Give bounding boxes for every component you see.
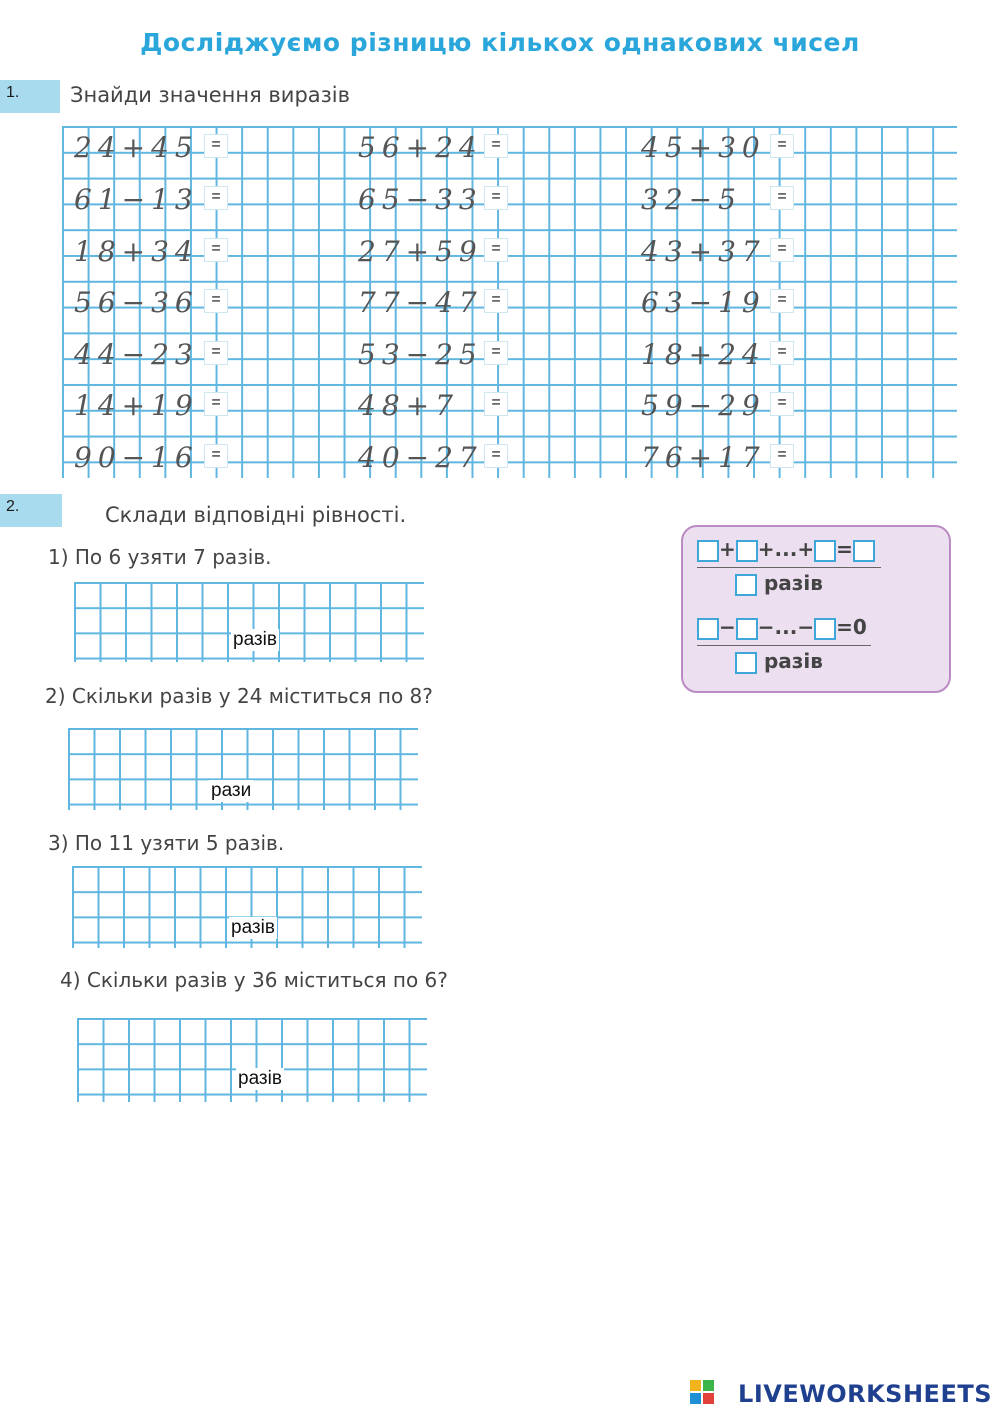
equals-sign: = xyxy=(770,134,794,158)
answer-input[interactable] xyxy=(510,236,592,264)
equals-sign: = xyxy=(770,289,794,313)
expression: 14+19 xyxy=(74,389,199,422)
hint-difference-formula: − −...− =0 xyxy=(697,615,867,640)
answer-input[interactable] xyxy=(230,236,312,264)
expression: 40−27 xyxy=(358,441,483,474)
hint-underline xyxy=(697,567,881,568)
section-2-number: 2. xyxy=(0,494,62,527)
hint-sum-formula: + +...+ = xyxy=(697,537,875,562)
expression: 27+59 xyxy=(358,235,483,268)
blank-square xyxy=(736,618,758,640)
hint-box xyxy=(681,525,951,693)
expression: 53−25 xyxy=(358,338,483,371)
task-4-answer-input[interactable] xyxy=(83,1028,417,1056)
equals-sign: = xyxy=(204,289,228,313)
expression: 63−19 xyxy=(641,286,766,319)
page-title: Досліджуємо різницю кількох однакових чисел xyxy=(140,28,860,57)
blank-square xyxy=(736,540,758,562)
expression: 32−5 xyxy=(641,183,742,216)
answer-input[interactable] xyxy=(510,287,592,315)
equals-sign: = xyxy=(204,444,228,468)
equals-sign: = xyxy=(484,238,508,262)
answer-input[interactable] xyxy=(230,442,312,470)
blank-square xyxy=(697,540,719,562)
task-1-unit: разів xyxy=(233,629,277,650)
equals-sign: = xyxy=(484,444,508,468)
answer-input[interactable] xyxy=(796,390,878,418)
equals-sign: = xyxy=(204,392,228,416)
expression: 44−23 xyxy=(74,338,199,371)
answer-input[interactable] xyxy=(796,132,878,160)
task-2-text: 2) Скільки разів у 24 міститься по 8? xyxy=(45,684,433,708)
task-1-answer-input[interactable] xyxy=(80,590,414,618)
expression: 59−29 xyxy=(641,389,766,422)
expression: 76+17 xyxy=(641,441,766,474)
task-2-answer-input[interactable] xyxy=(74,738,408,766)
equals-sign: = xyxy=(770,341,794,365)
equals-sign: = xyxy=(484,341,508,365)
equals-sign: = xyxy=(204,238,228,262)
blank-square xyxy=(814,540,836,562)
task-4-text: 4) Скільки разів у 36 міститься по 6? xyxy=(60,968,448,992)
task-3-unit: разів xyxy=(231,917,275,938)
answer-input[interactable] xyxy=(510,442,592,470)
expression: 61−13 xyxy=(74,183,199,216)
equals-sign: = xyxy=(484,392,508,416)
section-1-number: 1. xyxy=(0,80,60,113)
task-3-answer-input[interactable] xyxy=(78,876,412,904)
task-2-unit: рази xyxy=(211,780,252,801)
blank-square xyxy=(735,652,757,674)
expression: 45+30 xyxy=(641,131,766,164)
expression: 18+34 xyxy=(74,235,199,268)
answer-input[interactable] xyxy=(796,339,878,367)
task-1-text: 1) По 6 узяти 7 разів. xyxy=(48,545,272,569)
answer-input[interactable] xyxy=(510,390,592,418)
liveworksheets-brand[interactable]: LIVEWORKSHEETS xyxy=(738,1380,992,1408)
expression: 24+45 xyxy=(74,131,199,164)
expression: 43+37 xyxy=(641,235,766,268)
task-3-text: 3) По 11 узяти 5 разів. xyxy=(48,831,285,855)
section-1-heading: Знайди значення виразів xyxy=(70,83,351,107)
blank-square xyxy=(735,574,757,596)
equals-sign: = xyxy=(204,186,228,210)
hint-difference-times: разів xyxy=(735,649,823,674)
expression: 56+24 xyxy=(358,131,483,164)
answer-input[interactable] xyxy=(230,184,312,212)
liveworksheets-logo-icon xyxy=(690,1380,714,1404)
equals-sign: = xyxy=(484,289,508,313)
expression: 77−47 xyxy=(358,286,483,319)
answer-input[interactable] xyxy=(230,287,312,315)
hint-sum-times: разів xyxy=(735,571,823,596)
blank-square xyxy=(814,618,836,640)
answer-input[interactable] xyxy=(510,339,592,367)
answer-input[interactable] xyxy=(796,287,878,315)
expression: 56−36 xyxy=(74,286,199,319)
answer-input[interactable] xyxy=(230,132,312,160)
expression: 65−33 xyxy=(358,183,483,216)
answer-input[interactable] xyxy=(510,132,592,160)
expression: 18+24 xyxy=(641,338,766,371)
equals-sign: = xyxy=(770,238,794,262)
blank-square xyxy=(697,618,719,640)
hint-underline xyxy=(697,645,871,646)
answer-input[interactable] xyxy=(230,339,312,367)
blank-square xyxy=(853,540,875,562)
equals-sign: = xyxy=(484,134,508,158)
answer-input[interactable] xyxy=(230,390,312,418)
answer-input[interactable] xyxy=(510,184,592,212)
equals-sign: = xyxy=(770,444,794,468)
answer-input[interactable] xyxy=(796,442,878,470)
expression: 48+7 xyxy=(358,389,459,422)
section-2-heading: Склади відповідні рівності. xyxy=(105,503,407,527)
task-4-unit: разів xyxy=(238,1068,282,1089)
expression: 90−16 xyxy=(74,441,199,474)
equals-sign: = xyxy=(204,134,228,158)
equals-sign: = xyxy=(204,341,228,365)
answer-input[interactable] xyxy=(796,236,878,264)
equals-sign: = xyxy=(484,186,508,210)
equals-sign: = xyxy=(770,392,794,416)
answer-input[interactable] xyxy=(796,184,878,212)
equals-sign: = xyxy=(770,186,794,210)
